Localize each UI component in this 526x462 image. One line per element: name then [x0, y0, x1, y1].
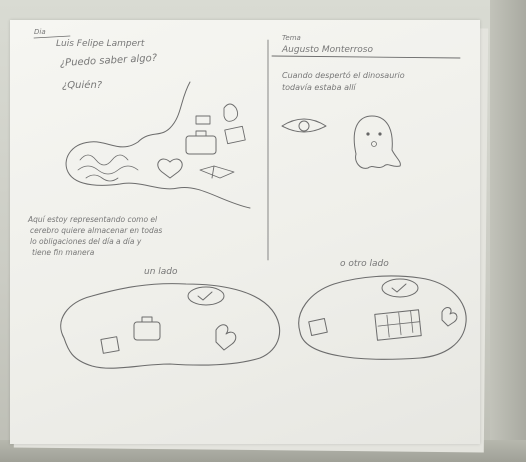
brain-left-circle: [188, 287, 224, 305]
caption-line-3: lo obligaciones del día a día y: [30, 237, 142, 246]
item-phone: [196, 116, 210, 124]
ghost-drawing: [354, 116, 400, 168]
brain-left-check: [198, 292, 212, 300]
briefcase-handle: [196, 131, 206, 136]
drawing-sheet: [10, 20, 480, 444]
caption-line-2: cerebro quiere almacenar en todas: [30, 226, 163, 235]
brain-left-note: [101, 337, 119, 354]
pencil-sketch: [10, 20, 480, 444]
item-people: [224, 104, 238, 121]
bottom-right-label: o otro lado: [340, 259, 389, 269]
brain-left-heart: [216, 325, 236, 350]
ghost-mouth: [372, 142, 377, 147]
left-title: Luis Felipe Lampert: [56, 39, 145, 49]
brain-left: [61, 284, 280, 369]
brain-right-heart: [442, 308, 457, 326]
left-question: ¿Puedo saber algo?: [59, 52, 158, 69]
brain-right-calendar-grid: [377, 310, 421, 338]
left-header: Dia: [34, 28, 46, 36]
item-briefcase: [186, 136, 216, 154]
item-book: [200, 166, 234, 178]
caption-line-1: Aquí estoy representando como el: [28, 215, 158, 224]
left-answer: ¿Quién?: [62, 80, 103, 91]
brain-left-briefcase-handle: [142, 317, 152, 322]
brain-right-check: [392, 284, 406, 292]
brain-right-calendar: [375, 310, 421, 340]
right-line-2: todavía estaba allí: [282, 83, 356, 92]
ghost-eye-right: [378, 132, 381, 135]
left-header-line: [34, 36, 70, 38]
desk-edge: [490, 0, 526, 462]
right-header-line: [272, 56, 460, 58]
item-calendar: [225, 126, 246, 143]
item-heart: [158, 159, 182, 178]
brain-folds: [78, 155, 138, 181]
bottom-left-label: un lado: [144, 267, 178, 277]
right-header: Tema: [282, 34, 301, 42]
brain-boundary: [66, 82, 250, 208]
ghost-eye-left: [366, 132, 369, 135]
eye-iris: [299, 121, 309, 131]
brain-right-note: [309, 318, 328, 335]
brain-left-briefcase: [134, 322, 160, 340]
right-title: Augusto Monterroso: [282, 45, 374, 55]
right-line-1: Cuando despertó el dinosaurio: [282, 71, 405, 80]
caption-line-4: tiene fin manera: [32, 248, 95, 257]
brain-right-circle: [382, 279, 418, 297]
